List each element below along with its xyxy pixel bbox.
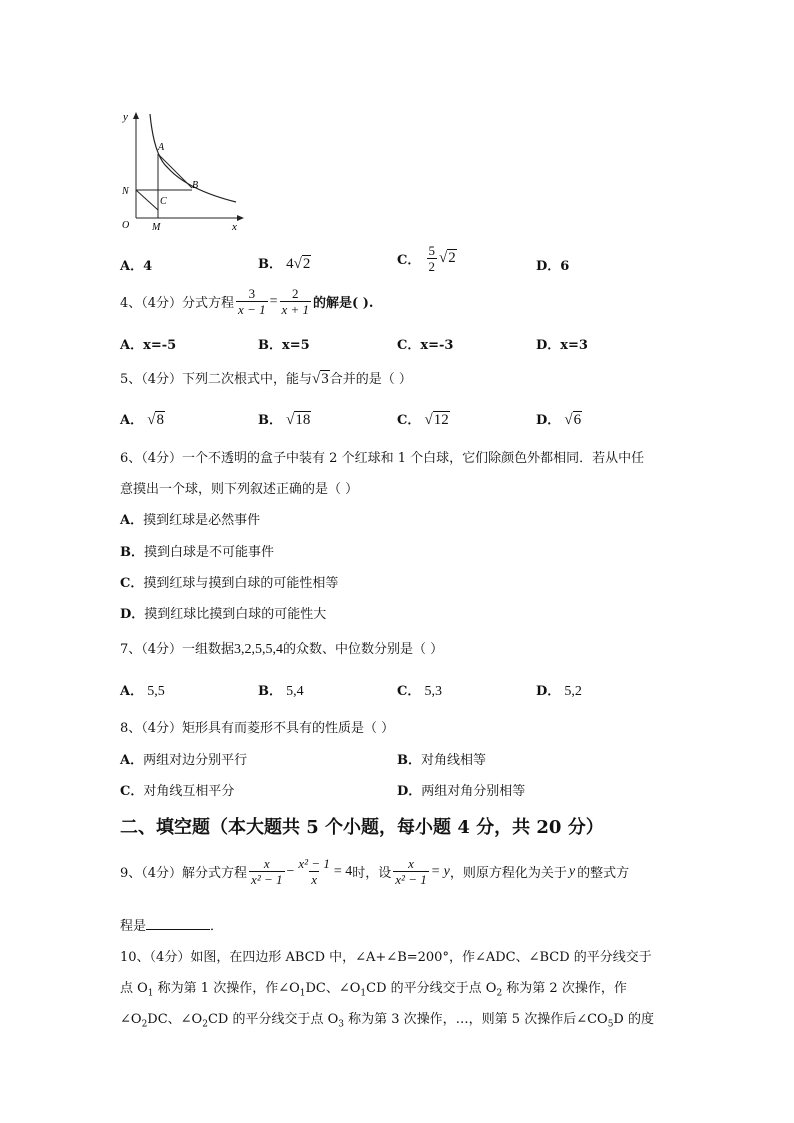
label-M: M bbox=[152, 222, 161, 233]
fraction-denominator: 2 bbox=[428, 259, 435, 274]
q10-text: 称为第 2 次操作，作 bbox=[502, 981, 627, 996]
option-text: 6 bbox=[560, 259, 570, 274]
answer-blank[interactable] bbox=[146, 917, 210, 930]
q3-option-c bbox=[397, 243, 457, 274]
q4-option-d bbox=[536, 334, 588, 353]
q10-text: 点 O bbox=[120, 981, 148, 996]
q9-fraction-3 bbox=[393, 856, 428, 887]
label-O: O bbox=[122, 220, 130, 231]
fraction-denominator: x bbox=[311, 872, 318, 887]
question-4-stem bbox=[120, 286, 373, 317]
option-radical: √12 bbox=[424, 412, 449, 428]
option-text: x=3 bbox=[560, 338, 588, 353]
segment-NM bbox=[136, 190, 158, 210]
fraction-numerator: 5 bbox=[428, 243, 435, 258]
q4-equals: = bbox=[269, 293, 278, 309]
q9-variable: y bbox=[568, 863, 576, 879]
q3-option-b bbox=[258, 253, 311, 273]
q9-equals-4: = 4 bbox=[333, 863, 353, 879]
option-letter: A． bbox=[120, 413, 144, 428]
radicand: 12 bbox=[433, 412, 449, 428]
option-text: 两组对边分别平行 bbox=[143, 753, 248, 768]
option-letter: D． bbox=[120, 607, 145, 622]
radical-coefficient: 4 bbox=[286, 256, 294, 272]
option-letter: D． bbox=[536, 338, 561, 353]
subscript: 2 bbox=[202, 1019, 208, 1030]
q10-text: CD 的平分线交于点 O bbox=[366, 981, 497, 996]
q9-fraction-2 bbox=[296, 856, 331, 887]
option-text: 5,5 bbox=[147, 684, 165, 699]
x-axis-arrow bbox=[237, 215, 244, 221]
option-radical: 4√2 bbox=[286, 256, 311, 272]
q4-option-a bbox=[120, 334, 176, 353]
section-2-heading: 二、填空题（本大题共 5 个小题，每小题 4 分，共 20 分） bbox=[120, 817, 604, 838]
q6-option-d bbox=[120, 603, 326, 622]
option-radical: √6 bbox=[564, 412, 582, 428]
option-text: x=-5 bbox=[143, 338, 177, 353]
q3-option-a bbox=[120, 255, 152, 274]
option-letter: D． bbox=[536, 684, 561, 699]
option-text: 摸到红球是必然事件 bbox=[143, 513, 261, 528]
q5-option-b bbox=[258, 409, 311, 429]
option-letter: B． bbox=[258, 413, 282, 428]
q10-text: 称为第 1 次操作，作∠O bbox=[153, 981, 300, 996]
option-letter: B． bbox=[258, 684, 282, 699]
question-7-stem bbox=[120, 638, 443, 658]
radicand: 8 bbox=[156, 412, 164, 428]
question-10-line-2 bbox=[120, 977, 627, 999]
option-letter: B． bbox=[120, 545, 144, 560]
label-x: x bbox=[232, 221, 237, 233]
option-text: 5,2 bbox=[564, 684, 582, 699]
q7-data-set: 3,2,5,5,4 bbox=[234, 642, 284, 657]
q9-suffix-2: 的整式方 bbox=[577, 866, 630, 881]
q10-text: ∠O bbox=[120, 1012, 142, 1027]
q9-mid: 时，设 bbox=[352, 866, 392, 881]
q3-option-d bbox=[536, 255, 569, 274]
q9-minus: − bbox=[286, 863, 295, 879]
option-letter: A． bbox=[120, 338, 144, 353]
q5-option-d bbox=[536, 409, 582, 429]
option-text: 摸到白球是不可能事件 bbox=[144, 545, 275, 560]
q7-option-b bbox=[258, 680, 304, 700]
option-letter: C． bbox=[397, 684, 421, 699]
option-fraction bbox=[427, 243, 438, 274]
option-text: 5,3 bbox=[424, 684, 442, 699]
q10-text: 称为第 3 次操作，…，则第 5 次操作后∠CO bbox=[343, 1012, 608, 1027]
question-8-stem: 8、（4分）矩形具有而菱形不具有的性质是（ ） bbox=[120, 721, 395, 736]
radicand: 2 bbox=[448, 250, 456, 266]
option-letter: B． bbox=[258, 338, 282, 353]
q9-line2-text: 程是 bbox=[120, 919, 147, 934]
q8-option-c bbox=[120, 780, 234, 799]
q4-suffix: 的解是( ). bbox=[313, 296, 374, 311]
option-letter: A． bbox=[120, 684, 144, 699]
q8-option-b bbox=[397, 749, 486, 768]
q5-suffix: 合并的是（ ） bbox=[329, 372, 412, 387]
question-6-line-1: 6、（4分）一个不透明的盒子中装有 2 个红球和 1 个白球，它们除颜色外都相同．若从中任 bbox=[120, 451, 645, 466]
q7-prefix: 7、（4分）一组数据 bbox=[120, 642, 235, 657]
option-letter: C． bbox=[397, 338, 421, 353]
question-10-line-3 bbox=[120, 1008, 654, 1030]
q4-fraction-1 bbox=[236, 286, 268, 317]
q5-option-a bbox=[120, 409, 165, 429]
fraction-numerator: 2 bbox=[292, 286, 299, 301]
question-6-line-2: 意摸出一个球，则下列叙述正确的是（ ） bbox=[120, 482, 359, 497]
radicand: 3 bbox=[321, 371, 329, 387]
q10-text: D 的度 bbox=[613, 1012, 654, 1027]
q4-option-b bbox=[258, 334, 310, 353]
subscript: 2 bbox=[496, 988, 503, 999]
option-radical: √2 bbox=[439, 250, 456, 266]
q9-suffix-1: ，则原方程化为关于 bbox=[449, 866, 567, 881]
q9-fraction-1 bbox=[249, 856, 284, 887]
option-letter: A． bbox=[120, 753, 144, 768]
option-text: 5,4 bbox=[286, 684, 304, 699]
subscript: 1 bbox=[360, 988, 367, 999]
label-y: y bbox=[123, 111, 128, 123]
option-radical: √8 bbox=[147, 412, 164, 428]
option-letter: D． bbox=[397, 784, 422, 799]
option-letter: A． bbox=[120, 513, 144, 528]
option-text: 4 bbox=[143, 259, 153, 274]
radicand: 18 bbox=[295, 412, 311, 428]
option-letter: C． bbox=[120, 576, 144, 591]
q7-option-d bbox=[536, 680, 582, 700]
fraction-denominator: x² − 1 bbox=[395, 872, 427, 887]
option-text: 摸到红球与摸到白球的可能性相等 bbox=[143, 576, 339, 591]
fraction-numerator: x bbox=[263, 856, 270, 871]
q10-text: CD 的平分线交于点 O bbox=[207, 1012, 339, 1027]
function-graph-figure bbox=[118, 106, 248, 234]
q9-end: ． bbox=[210, 919, 224, 934]
option-text: 对角线相等 bbox=[421, 753, 487, 768]
question-9-stem bbox=[120, 856, 629, 887]
subscript: 3 bbox=[338, 1019, 344, 1030]
option-text: 对角线互相平分 bbox=[143, 784, 235, 799]
option-letter: D． bbox=[536, 413, 561, 428]
q5-option-c bbox=[397, 409, 450, 429]
subscript: 5 bbox=[607, 1019, 614, 1030]
fraction-denominator: x² − 1 bbox=[251, 872, 283, 887]
q10-text: DC、∠O bbox=[147, 1012, 203, 1027]
fraction-denominator: x − 1 bbox=[238, 302, 266, 317]
q7-suffix: 的众数、中位数分别是（ ） bbox=[283, 642, 444, 657]
q8-option-d bbox=[397, 780, 525, 799]
q10-text: DC、∠O bbox=[305, 981, 361, 996]
subscript: 2 bbox=[141, 1019, 148, 1030]
q4-option-c bbox=[397, 334, 453, 353]
option-text: x=-3 bbox=[420, 338, 454, 353]
option-letter: C． bbox=[397, 413, 421, 428]
q8-option-a bbox=[120, 749, 247, 768]
option-radical: √18 bbox=[286, 412, 311, 428]
label-C: C bbox=[160, 196, 167, 207]
option-letter: B． bbox=[397, 753, 421, 768]
option-text: x=5 bbox=[282, 338, 310, 353]
option-letter: D． bbox=[536, 259, 561, 274]
q4-fraction-2 bbox=[280, 286, 312, 317]
q9-prefix: 9、（4分）解分式方程 bbox=[120, 866, 248, 881]
q6-option-a bbox=[120, 509, 260, 528]
question-9-line-2 bbox=[120, 915, 223, 934]
option-letter: A． bbox=[120, 259, 144, 274]
label-B: B bbox=[192, 180, 199, 191]
subscript: 1 bbox=[147, 988, 154, 999]
radicand: 2 bbox=[302, 256, 311, 272]
q5-prefix: 5、（4分）下列二次根式中，能与 bbox=[120, 372, 313, 387]
q9-equals-y: = y bbox=[430, 863, 450, 879]
question-10-line-1: 10、（4分）如图，在四边形 ABCD 中，∠A+∠B=200°，作∠ADC、∠BCD 的平分线交于 bbox=[120, 950, 652, 965]
subscript: 1 bbox=[299, 988, 306, 999]
q6-option-c bbox=[120, 572, 338, 591]
option-letter: B． bbox=[258, 257, 282, 272]
option-text: 两组对角分别相等 bbox=[421, 784, 526, 799]
q7-option-a bbox=[120, 680, 165, 700]
label-A: A bbox=[158, 142, 165, 153]
q4-prefix: 4、（4分）分式方程 bbox=[120, 296, 235, 311]
y-axis-arrow bbox=[133, 112, 139, 119]
q6-option-b bbox=[120, 541, 274, 560]
segment-AB bbox=[158, 154, 192, 188]
option-letter: C． bbox=[397, 253, 421, 268]
fraction-denominator: x + 1 bbox=[281, 302, 310, 317]
label-N: N bbox=[122, 186, 129, 197]
q7-option-c bbox=[397, 680, 442, 700]
option-letter: C． bbox=[120, 784, 144, 799]
option-text: 摸到红球比摸到白球的可能性大 bbox=[144, 607, 327, 622]
question-5-stem bbox=[120, 368, 412, 388]
radicand: 6 bbox=[573, 412, 582, 428]
fraction-numerator: x bbox=[408, 856, 414, 871]
fraction-numerator: x² − 1 bbox=[298, 856, 330, 871]
q5-radical: √3 bbox=[312, 371, 329, 387]
fraction-numerator: 3 bbox=[248, 286, 256, 301]
